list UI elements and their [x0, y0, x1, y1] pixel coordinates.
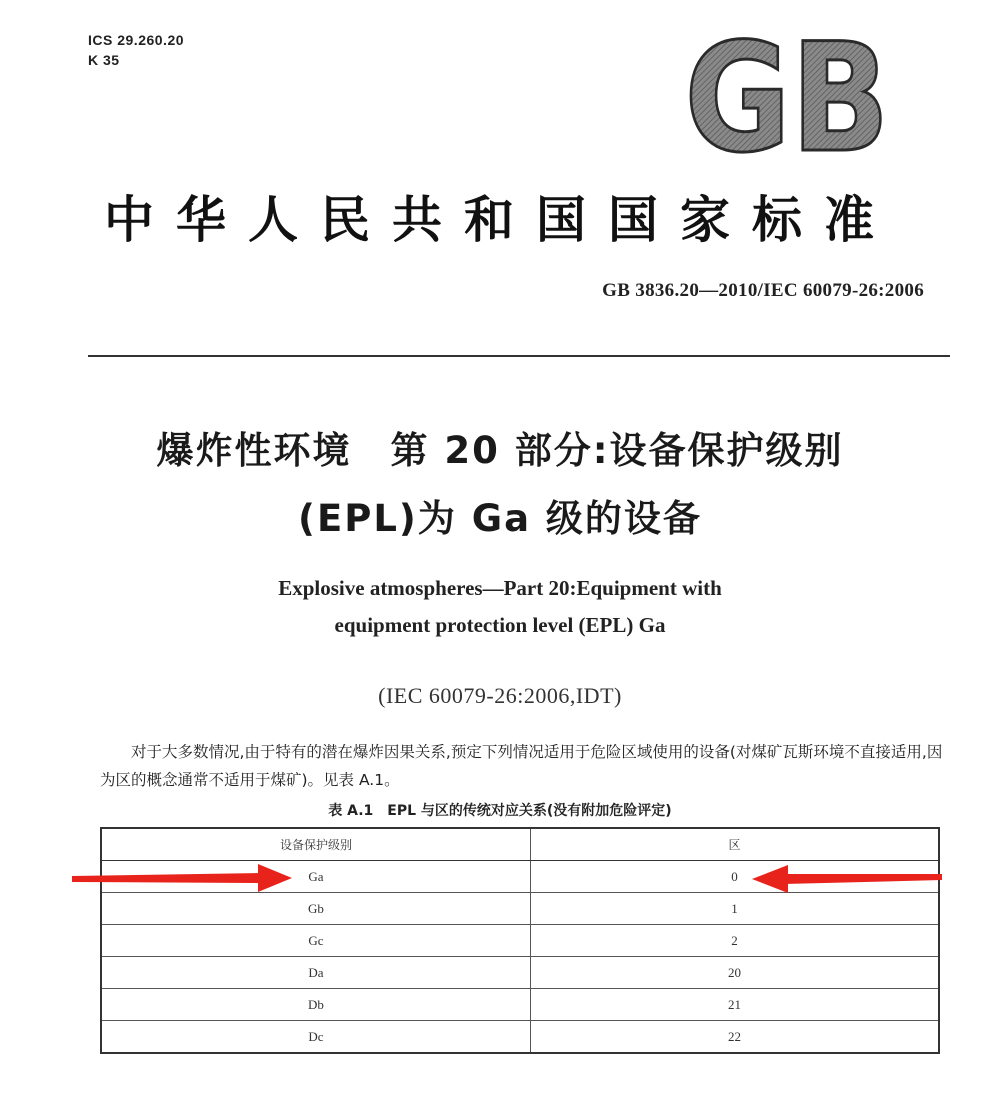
cell-epl: Ga: [101, 861, 531, 893]
cell-zone: 21: [531, 989, 940, 1021]
gb-logo-text: GB: [684, 12, 890, 186]
english-title-line-1: Explosive atmospheres—Part 20:Equipment with: [278, 576, 722, 600]
cell-epl: Gb: [101, 893, 531, 925]
table-row: [101, 989, 939, 1021]
table-row: [101, 925, 939, 957]
ics-code: ICS 29.260.20: [88, 32, 185, 48]
cell-zone: 1: [531, 893, 940, 925]
header-divider: [88, 355, 950, 357]
cell-zone: 0: [531, 861, 940, 893]
cell-zone: 20: [531, 957, 940, 989]
gb-logo: [680, 12, 895, 186]
chinese-title-line-2: (EPL)为 Ga 级的设备: [298, 497, 702, 540]
national-standard-title: 中华人民共和国国家标准: [104, 191, 896, 249]
cell-epl: Db: [101, 989, 531, 1021]
equivalence-note: (IEC 60079-26:2006,IDT): [378, 683, 622, 708]
ccs-code: K 35: [88, 52, 120, 68]
table-header-row: [101, 828, 939, 861]
body-paragraph: 对于大多数情况,由于特有的潜在爆炸因果关系,预定下列情况适用于危险区域使用的设备(对煤矿瓦斯环境不直接适用,因为区的概念通常不适用于煤矿)。见表 A.1。: [100, 743, 943, 789]
english-title-line-2: equipment protection level (EPL) Ga: [334, 613, 666, 637]
standard-number: GB 3836.20—2010/IEC 60079-26:2006: [602, 280, 924, 301]
epl-zone-table: [100, 827, 940, 1054]
table-row: [101, 1021, 939, 1054]
cell-zone: 2: [531, 925, 940, 957]
header-zone: 区: [531, 828, 940, 861]
table-row: [101, 893, 939, 925]
table-row: [101, 957, 939, 989]
chinese-title-line-1: 爆炸性环境 第 20 部分:设备保护级别: [156, 429, 844, 472]
cell-zone: 22: [531, 1021, 940, 1054]
classification-codes: [88, 30, 184, 70]
cell-epl: Da: [101, 957, 531, 989]
table-caption: 表 A.1 EPL 与区的传统对应关系(没有附加危险评定): [328, 803, 672, 819]
header-epl: 设备保护级别: [101, 828, 531, 861]
cell-epl: Gc: [101, 925, 531, 957]
table-row: [101, 861, 939, 893]
cell-epl: Dc: [101, 1021, 531, 1054]
